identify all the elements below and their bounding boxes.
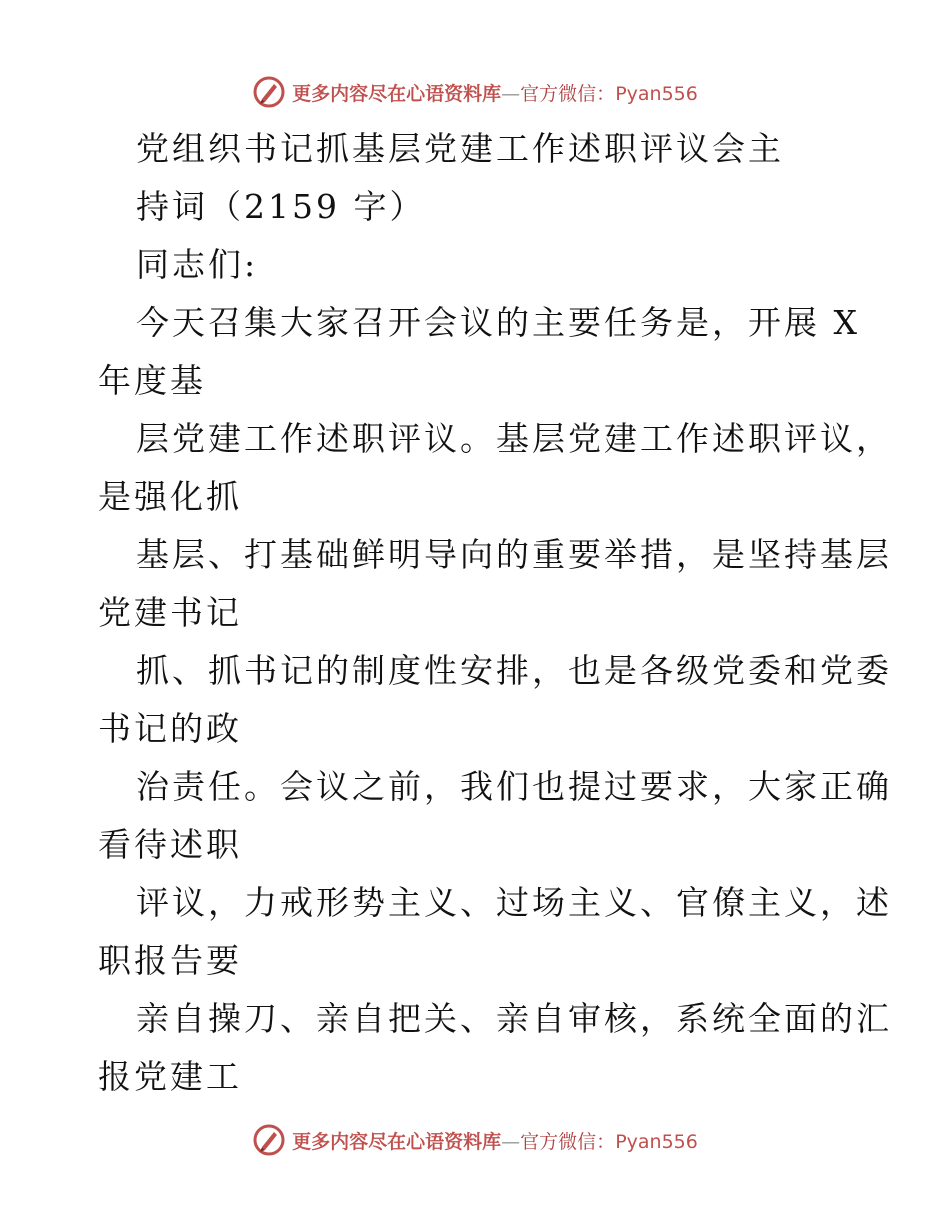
document-line: 层党建工作述职评议。基层党建工作述职评议，: [136, 419, 892, 458]
document-line: 党组织书记抓基层党建工作述职评议会主: [136, 129, 784, 168]
document-line: 是强化抓: [98, 477, 242, 516]
banner-main-text: 更多内容尽在心语资料库: [292, 1130, 502, 1153]
document-line: 抓、抓书记的制度性安排，也是各级党委和党委: [136, 651, 892, 690]
document-line: 今天召集大家召开会议的主要任务是，开展 X: [136, 303, 860, 342]
banner-inner: [252, 1123, 698, 1157]
document-line: 看待述职: [98, 825, 242, 864]
document-line: 评议，力戒形势主义、过场主义、官僚主义，述: [136, 883, 892, 922]
banner-text: [292, 1127, 698, 1154]
document-line: 同志们:: [136, 245, 259, 284]
banner-wechat-id: Pyan556: [615, 82, 698, 105]
document-line: 党建书记: [98, 593, 242, 632]
banner-separator: —: [501, 82, 521, 105]
banner-text: [292, 79, 698, 106]
document-line: 亲自操刀、亲自把关、亲自审核，系统全面的汇: [136, 999, 892, 1038]
banner-wechat-label: 官方微信：: [520, 82, 616, 105]
banner-wechat-id: Pyan556: [615, 1130, 698, 1153]
footer-watermark-banner: [0, 1120, 950, 1160]
document-line: 报党建工: [98, 1057, 242, 1096]
header-watermark-banner: [0, 72, 950, 112]
document-line: 治责任。会议之前，我们也提过要求，大家正确: [136, 767, 892, 806]
banner-wechat-label: 官方微信：: [520, 1130, 616, 1153]
document-line: 书记的政: [98, 709, 242, 748]
pen-circle-logo-icon: [252, 75, 286, 109]
banner-inner: [252, 75, 698, 109]
document-line: 持词（2159 字）: [136, 187, 426, 226]
document-line: 年度基: [98, 361, 206, 400]
pen-circle-logo-icon: [252, 1123, 286, 1157]
banner-separator: —: [501, 1130, 521, 1153]
banner-main-text: 更多内容尽在心语资料库: [292, 82, 502, 105]
document-line: 职报告要: [98, 941, 242, 980]
document-body: [98, 120, 892, 1106]
document-line: 基层、打基础鲜明导向的重要举措，是坚持基层: [136, 535, 892, 574]
